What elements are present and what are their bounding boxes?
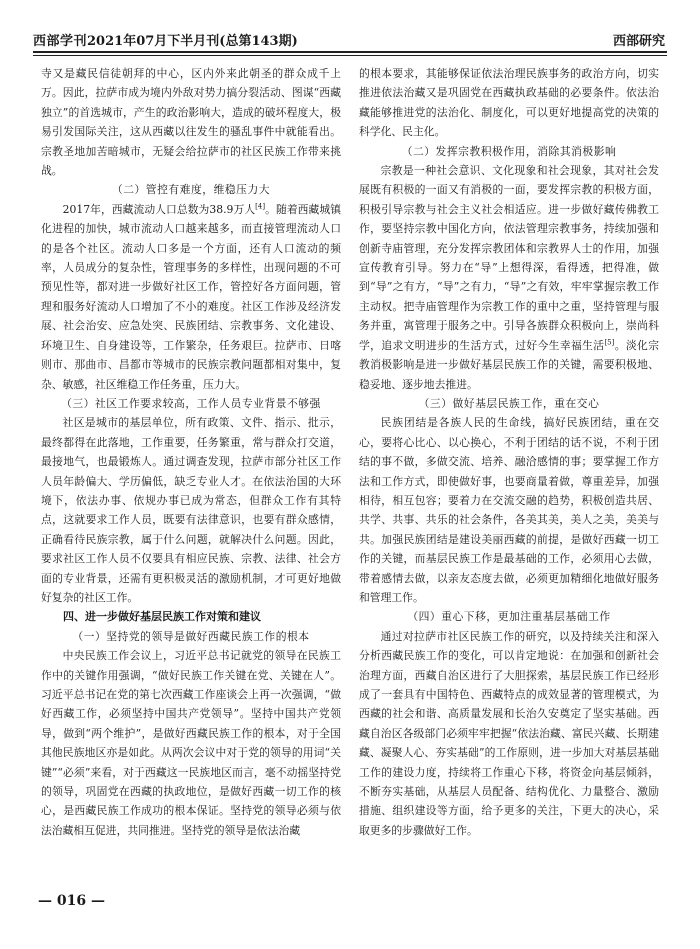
left-column xyxy=(41,64,341,840)
journal-name: 西部学刊 xyxy=(33,34,88,49)
body-paragraph xyxy=(41,64,341,180)
section-heading xyxy=(41,607,341,626)
subsection-heading xyxy=(359,394,659,413)
text-run: （三）社区工作要求较高，工作人员专业背景不够强 xyxy=(61,396,321,410)
text-run: 中央民族工作会议上，习近平总书记就党的领导在民族工作中的关键作用强调，“做好民族工作关键在党、关键在人”。习近平总书记在党的第七次西藏工作座谈会上再一次强调，“做好西藏工作，必须坚持中国共产党领导”。坚持中国共产党领导，做到“两个维护”，是做好西藏民族工作的根本，对于全国其他民族地区亦是如此。从两次会议中对于党的领导的用词“关键”“必须”来看，对于西藏这一民族地区而言，毫不动摇坚持党的领导，巩固党在西藏的执政地位，是做好西藏一切工作的核心，是西藏民族工作成功的根本保证。坚持党的领导必须与依法治藏相互促进，共同推进。坚持党的领导是依法治藏 xyxy=(41,649,341,837)
body-paragraph xyxy=(41,200,341,394)
text-run: 四、进一步做好基层民族工作对策和建议 xyxy=(63,610,261,624)
text-run: 寺又是藏民信徒朝拜的中心，区内外来此朝圣的群众成千上万。因此，拉萨市成为境内外敌对势力搞分裂活动、图谋“西藏独立”的首选城市，产生的政治影响大，造成的破坏程度大，极易引发国际关注，这从西藏以往发生的骚乱事件中就能看出。宗教圣地加苦暗城市，无疑会给拉萨市的社区民族工作带来挑战。 xyxy=(41,67,341,178)
text-run: 宗教是一种社会意识、文化现象和社会现象，其对社会发展既有积极的一面又有消极的一面，要发挥宗教的积极方面，积极引导宗教与社会主义社会相适应。进一步做好藏传佛教工作，要坚持宗教中国化方向，依法管理宗教事务，持续加强和创新寺庙管理，充分发挥宗教团体和宗教界人士的作用，加强宣传教育引导。努力在“导”上想得深，看得透，把得准，做到“导”之有方，“导”之有力，“导”之有效，牢牢掌握宗教工作主动权。把寺庙管理作为宗教工作的重中之重，坚持管理与服务并重，寓管理于服务之中。引导各族群众积极向上，崇尚科学，追求文明进步的生活方式，过好今生幸福生活 xyxy=(359,164,659,352)
page-number: — 016 — xyxy=(38,893,105,909)
text-run: 的根本要求，其能够保证依法治理民族事务的政治方向，切实推进依法治藏又是巩固党在西藏执政基础的必要条件。依法治藏能够推进党的法治化、制度化，可以更好地提高党的决策的科学化、民主化。 xyxy=(359,67,659,139)
text-run: 。淡化宗教消极影响是进一步做好基层民族工作的关键，需要积极地、稳妥地、逐步地去推进。 xyxy=(359,338,660,391)
header-left xyxy=(33,30,298,49)
issue-info: 2021年07月下半月刊(总第143期) xyxy=(87,34,298,49)
body-paragraph xyxy=(359,161,659,394)
header-rule-thick xyxy=(33,51,667,53)
text-run: （二）管控有难度，维稳压力大 xyxy=(111,183,271,197)
text-run: 民族团结是各族人民的生命线，搞好民族团结，重在交心，要将心比心、以心换心，不利于团结的话不说，不利于团结的事不做，多做交流、培养、融洽感情的事；要掌握工作方法和工作方式，即使做好事，也要商量着做，尊重差异，加强相待，相互包容；要着力在交流交融的趋势，积极创造共居、共学、共事、共乐的社会条件，各美其美，美人之美，美美与共。加强民族团结是建设美丽西藏的前提，是做好西藏一切工作的关键，而基层民族工作是最基础的工作，必须用心去做，带着感情去做，以亲友态度去做，必须更加精细化地做好服务和管理工作。 xyxy=(359,416,659,604)
subsection-heading xyxy=(359,142,659,161)
citation-marker: [4] xyxy=(255,202,266,211)
body-paragraph xyxy=(41,413,341,607)
text-run: 。随着西藏城镇化进程的加快，城市流动人口越来越多，而直接管理流动人口的是各个社区。流动人口多是一个方面，还有人口流动的频率，人员成分的复杂性，管理事务的多样性，出现问题的不可预见性等，都对进一步做好社区工作，管控好各方面问题，管理和服务好流动人口增加了不小的难度。社区工作涉及经济发展、社会治安、应急处突、民族团结、宗教事务、文化建设、环境卫生、自身建设等，工作繁杂，任务艰巨。拉萨市、日喀则市、那曲市、昌都市等城市的民族宗教问题都相对集中，复杂、敏感，社区维稳工作任务重，压力大。 xyxy=(41,202,341,391)
subsection-heading xyxy=(41,180,341,199)
body-paragraph xyxy=(359,64,659,142)
body-paragraph xyxy=(359,413,659,607)
text-run: 社区是城市的基层单位，所有政策、文件、指示、批示，最终都得在此落地，工作重要，任务繁重，常与群众打交道，最接地气，也最锻炼人。通过调查发现，拉萨市部分社区工作人员年龄偏大、学历偏低，缺乏专业人才。在依法治国的大环境下，依法办事、依规办事已成为常态，但群众工作有其特点，这就要求工作人员，既要有法律意识，也要有群众感情，正确看待民族宗教，属于什么问题，就解决什么问题。因此，要求社区工作人员不仅要具有相应民族、宗教、法律、社会方面的专业背景，还需有更积极灵活的激励机制，才可更好地做好复杂的社区工作。 xyxy=(41,416,341,604)
text-run: 通过对拉萨市社区民族工作的研究，以及持续关注和深入分析西藏民族工作的变化，可以肯定地说：在加强和创新社会治理方面，西藏自治区进行了大胆探索，基层民族工作已经形成了一套具有中国特色、西藏特点的成效显著的管理模式，为西藏的社会和谐、高质量发展和长治久安奠定了坚实基础。西藏自治区各级部门必须牢牢把握“依法治藏、富民兴藏、长期建藏、凝聚人心、夯实基础”的工作原则，进一步加大对基层基础工作的建设力度，持续将工作重心下移，将资金向基层倾斜，不断夯实基础，从基层人员配备、结构优化、力量整合、激励措施、组织建设等方面，给予更多的关注，下更大的决心，采取更多的步骤做好工作。 xyxy=(359,629,659,837)
header-rule-thin xyxy=(33,55,667,56)
section-name: 西部研究 xyxy=(612,34,665,49)
text-run: 2017年，西藏流动人口总数为38.9万人 xyxy=(62,202,256,216)
subsection-heading xyxy=(41,394,341,413)
text-run: （一）坚持党的领导是做好西藏民族工作的根本 xyxy=(72,629,310,643)
text-run: （二）发挥宗教积极作用，消除其消极影响 xyxy=(401,144,617,158)
right-column xyxy=(359,64,659,840)
page-header xyxy=(33,26,667,52)
citation-marker: [5] xyxy=(604,338,615,347)
body-paragraph xyxy=(41,646,341,840)
body-paragraph xyxy=(359,627,659,840)
subsection-heading xyxy=(359,607,659,626)
text-run: （四）重心下移，更加注重基层基础工作 xyxy=(407,610,611,624)
subsection-heading xyxy=(41,627,341,646)
text-run: （三）做好基层民族工作，重在交心 xyxy=(418,396,600,410)
